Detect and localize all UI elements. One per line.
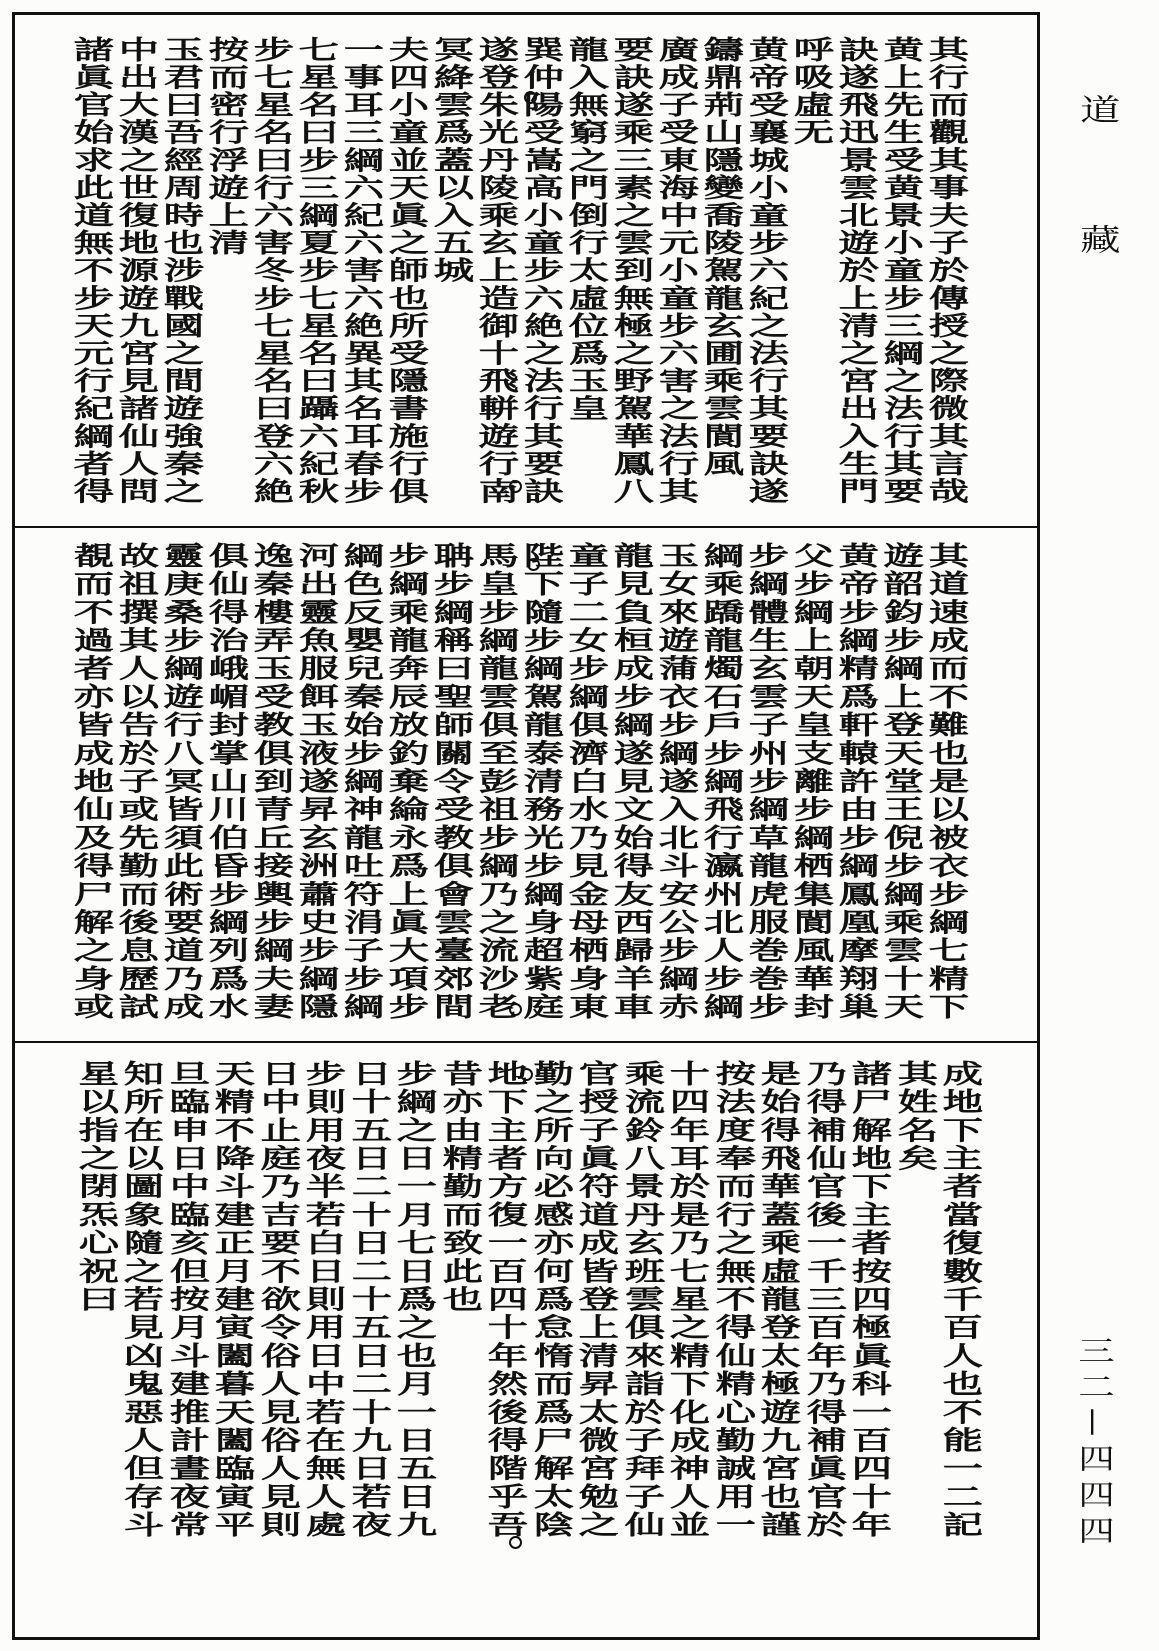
section-mark (520, 1068, 533, 1081)
column-text: 龍入無窮之門倒行太虛位爲玉皇 (561, 36, 608, 423)
text-column (517, 36, 562, 518)
text-column (247, 36, 292, 518)
text-column (163, 1060, 209, 1560)
column-text: 中出大漢之世復地源遊九宮見諸仙人問 (111, 36, 158, 506)
text-column (697, 36, 742, 518)
text-column (337, 542, 382, 1032)
column-text: 聃步綱稱曰聖師關令受教俱會雲臺郊間 (426, 542, 473, 1022)
register-top (67, 36, 967, 518)
text-column (345, 1060, 391, 1560)
column-text: 綱乘蹻龍燭石戶步綱飛行瀛州北人步綱 (696, 542, 743, 1022)
column-text: 七星名曰步三綱夏步七星名曰躡六紀秋 (291, 36, 338, 506)
text-column (877, 36, 922, 518)
text-column (697, 542, 742, 1032)
text-column (742, 542, 787, 1032)
text-column (527, 1060, 573, 1560)
text-column (337, 36, 382, 518)
section-mark (527, 558, 540, 571)
column-text: 馬皇步綱龍雲俱至彭祖步綱乃之流沙老 (471, 542, 518, 1022)
column-text: 其行而觀其事夫子於傳授之際微其言哉 (921, 36, 968, 506)
column-text: 逸秦樓弄玉受教俱到青丘接輿步綱夫妻 (246, 542, 293, 1022)
section-mark (509, 1536, 522, 1549)
text-column (112, 36, 157, 518)
text-column (800, 1060, 846, 1560)
text-column (877, 542, 922, 1032)
text-column (118, 1060, 164, 1560)
column-text: 步綱乘龍奔辰放釣棄綸永爲上眞大項步 (381, 542, 428, 1022)
text-column (607, 542, 652, 1032)
text-column (67, 36, 112, 518)
register-divider (12, 1041, 1040, 1043)
column-text: 按法度奉而行之無不得仙精心勤誠用一 (708, 1060, 755, 1540)
column-text: 冥絳雲爲蓋以入五城 (426, 36, 473, 285)
column-text: 陛下隨步綱駕龍泰清務光步綱身超紫庭 (516, 542, 563, 1022)
column-text: 十四年耳於是乃七星之精下化成神人並 (663, 1060, 710, 1540)
register-bottom (72, 1060, 982, 1560)
text-column (382, 542, 427, 1032)
column-text: 俱仙得治峨嵋封掌山川伯昏步綱列爲水 (201, 542, 248, 1022)
column-text: 旦臨申日中臨亥但按月斗建推計晝夜常 (162, 1060, 209, 1540)
text-column (832, 542, 877, 1032)
column-text: 父步綱上朝天皇支離步綱栖集閬風華封 (786, 542, 833, 1022)
text-column (300, 1060, 346, 1560)
column-text: 覩而不過者亦皆成地仙及得尸解之身或 (66, 542, 113, 1022)
text-column (472, 36, 517, 518)
text-column (517, 542, 562, 1032)
column-text: 靈庚桑步綱遊行八冥皆須此術要道乃成 (156, 542, 203, 1022)
column-text: 呼吸虛无 (786, 36, 833, 147)
column-text: 玉女來遊蒲衣步綱遂入北斗安公步綱赤 (651, 542, 698, 1022)
text-column (247, 542, 292, 1032)
text-column (755, 1060, 801, 1560)
column-text: 河出靈魚服餌玉液遂昇玄洲蕭史步綱隱 (291, 542, 338, 1022)
column-text: 乃得補仙官後一千三百年乃得補眞官於 (799, 1060, 846, 1540)
column-text: 勤之所向必感亦何爲怠惰而爲尸解太陰 (526, 1060, 573, 1540)
text-column (607, 36, 652, 518)
text-column (832, 36, 877, 518)
column-text: 黄上先生受黄景小童步三綱之法行其要 (876, 36, 923, 506)
text-column (202, 36, 247, 518)
text-column (112, 542, 157, 1032)
text-column (482, 1060, 528, 1560)
register-middle (67, 542, 967, 1032)
section-mark (524, 91, 537, 104)
text-column (937, 1060, 983, 1560)
text-column (709, 1060, 755, 1560)
text-column (742, 36, 787, 518)
column-text: 其道速成而不難也是以被衣步綱七精下 (921, 542, 968, 1022)
register-divider (12, 526, 1040, 528)
column-text: 地下主者方復一百四十年然後得階乎吾 (481, 1060, 528, 1540)
column-text: 步則用夜半若白日則用日中若在無人處 (299, 1060, 346, 1540)
text-column (292, 542, 337, 1032)
text-column (202, 542, 247, 1032)
text-column (846, 1060, 892, 1560)
column-text: 昔亦由精勤而致此也 (435, 1060, 482, 1314)
margin-title-char: 藏 (1072, 224, 1120, 254)
text-column (157, 542, 202, 1032)
column-text: 乘流鈴八景丹玄班雲俱來詣於子拜子仙 (617, 1060, 664, 1540)
column-text: 步七星名曰行六害冬步七星名曰登六絶 (246, 36, 293, 506)
text-column (664, 1060, 710, 1560)
text-column (922, 36, 967, 518)
column-text: 天精不降斗建正月建寅闔暮天闔臨寅平 (208, 1060, 255, 1540)
text-column (787, 542, 832, 1032)
column-text: 巽仲陽受嵩高小童步六絶之法行其要訣 (516, 36, 563, 506)
text-column (618, 1060, 664, 1560)
column-text: 知所在以圖象隨之若見凶鬼惡人但存斗 (117, 1060, 164, 1540)
text-column (652, 542, 697, 1032)
column-text: 諸眞官始求此道無不步天元行紀綱者得 (66, 36, 113, 506)
text-column (391, 1060, 437, 1560)
column-text: 玉君曰吾經周時也涉戰國之間遊強秦之 (156, 36, 203, 506)
text-column (562, 36, 607, 518)
column-text: 遊韶鈞步綱上登天堂王倪步綱乘雲十天 (876, 542, 923, 1022)
column-text: 綱色反嬰兒秦始步綱神龍吐符涓子步綱 (336, 542, 383, 1022)
text-column (427, 36, 472, 518)
text-column (157, 36, 202, 518)
column-text: 黄帝步綱精爲軒轅許由步綱鳳凰摩翔巢 (831, 542, 878, 1022)
column-text: 一事耳三綱六紀六害六絶異其名耳春步 (336, 36, 383, 506)
text-column (562, 542, 607, 1032)
text-column (427, 542, 472, 1032)
column-text: 訣遂飛迅景雲北遊於上清之宮出入生門 (831, 36, 878, 506)
column-text: 官授子眞符道成皆登上清昇太微宮勉之 (572, 1060, 619, 1540)
column-text: 按而密行浮遊上清 (201, 36, 248, 257)
page-number: 三二—四四四 (1073, 1336, 1117, 1552)
column-text: 要訣遂乘三素之雲到無極之野駕華鳳八 (606, 36, 653, 506)
section-mark (509, 1003, 522, 1016)
column-text: 遂登朱光丹陵乘玄上造御十飛軿遊行南 (471, 36, 518, 506)
column-text: 日十五日二十日二十五日二十九日若夜 (344, 1060, 391, 1540)
column-text: 成地下主者當復數千百人也不能一二記 (936, 1060, 983, 1540)
text-column (254, 1060, 300, 1560)
text-column (382, 36, 427, 518)
column-text: 龍見負桓成步綱遂見文始得友西歸羊車 (606, 542, 653, 1022)
text-column (652, 36, 697, 518)
column-text: 黄帝受襄城小童步六紀之法行其要訣遂 (741, 36, 788, 506)
column-text: 廣成子受東海中元小童步六害之法行其 (651, 36, 698, 506)
text-column (209, 1060, 255, 1560)
column-text: 是始得飛華蓋乘虛龍登太極遊九宮也謹 (754, 1060, 801, 1540)
column-text: 步綱之日一月七日爲之也月一日五日九 (390, 1060, 437, 1540)
text-column (573, 1060, 619, 1560)
column-text: 夫四小童並天眞之師也所受隱書施行俱 (381, 36, 428, 506)
text-column (891, 1060, 937, 1560)
column-text: 星以指之閉炁心祝曰 (71, 1060, 118, 1314)
column-text: 童子二女步綱俱濟白水乃見金母栖身東 (561, 542, 608, 1022)
text-column (787, 36, 832, 518)
column-text: 其姓名矣 (890, 1060, 937, 1173)
text-column (72, 1060, 118, 1560)
text-column (436, 1060, 482, 1560)
text-column (292, 36, 337, 518)
column-text: 鑄鼎荊山隱變喬陵駕龍玄圃乘雲閬風 (696, 36, 743, 478)
column-text: 日中止庭乃吉要不欲令俗人見俗人見則 (253, 1060, 300, 1540)
column-text: 故祖撰其人以告於子或先勤而後息歷試 (111, 542, 158, 1022)
section-mark (509, 480, 522, 493)
margin-title-char: 道 (1072, 94, 1120, 124)
column-text: 步綱體生玄雲子州步綱草龍虎服巻巻步 (741, 542, 788, 1022)
text-column (472, 542, 517, 1032)
text-column (67, 542, 112, 1032)
text-column (922, 542, 967, 1032)
column-text: 諸尸解地下主者按四極眞科一百四十年 (845, 1060, 892, 1540)
